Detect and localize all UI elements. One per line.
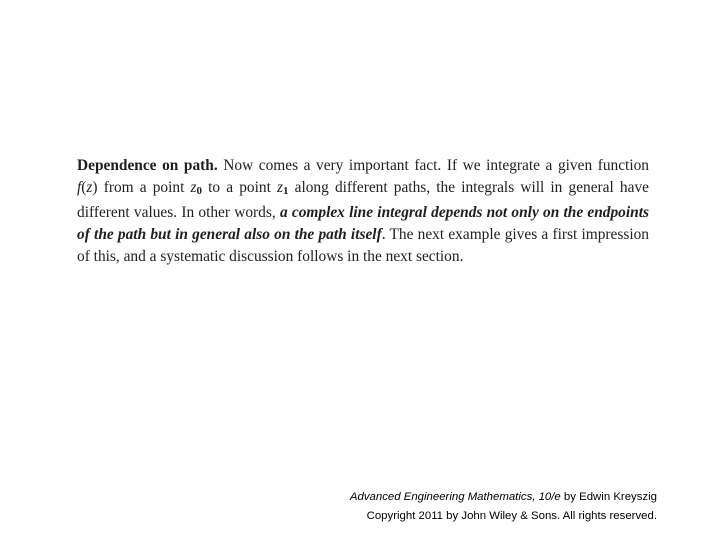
book-title: Advanced Engineering Mathematics, 10/e [349, 491, 561, 503]
math-paren-close: ) [92, 179, 98, 196]
text-segment-1: Now comes a very important fact. If we integrate a given function [217, 157, 649, 174]
math-f: f [77, 179, 82, 196]
body-paragraph [77, 155, 649, 268]
text-segment-3: to a point [202, 179, 277, 196]
citation-footer [350, 488, 657, 526]
text-segment-2: from a point [97, 179, 191, 196]
math-z0-base: z [190, 179, 197, 196]
text-segment-4: along different paths, the integrals will in general have different values. In other words, [77, 179, 649, 221]
text-segment-5: . The next example gives a first impression of this, and a systematic discussion follows in the next section. [77, 226, 649, 265]
paragraph-heading: Dependence on path. [77, 157, 218, 174]
math-z: z [86, 179, 93, 196]
math-z0-subscript: 0 [196, 185, 202, 197]
copyright-notice: Copyright 2011 by John Wiley & Sons. All rights reserved. [366, 510, 657, 522]
math-paren-open: ( [81, 179, 87, 196]
book-author: by Edwin Kreyszig [560, 491, 657, 503]
emphasis-statement: a complex line integral depends not only on the endpoints of the path but in general also on the path itself [77, 204, 649, 243]
citation-line-1 [350, 488, 657, 507]
math-z1-base: z [276, 179, 283, 196]
math-z1-subscript: 1 [282, 185, 289, 197]
